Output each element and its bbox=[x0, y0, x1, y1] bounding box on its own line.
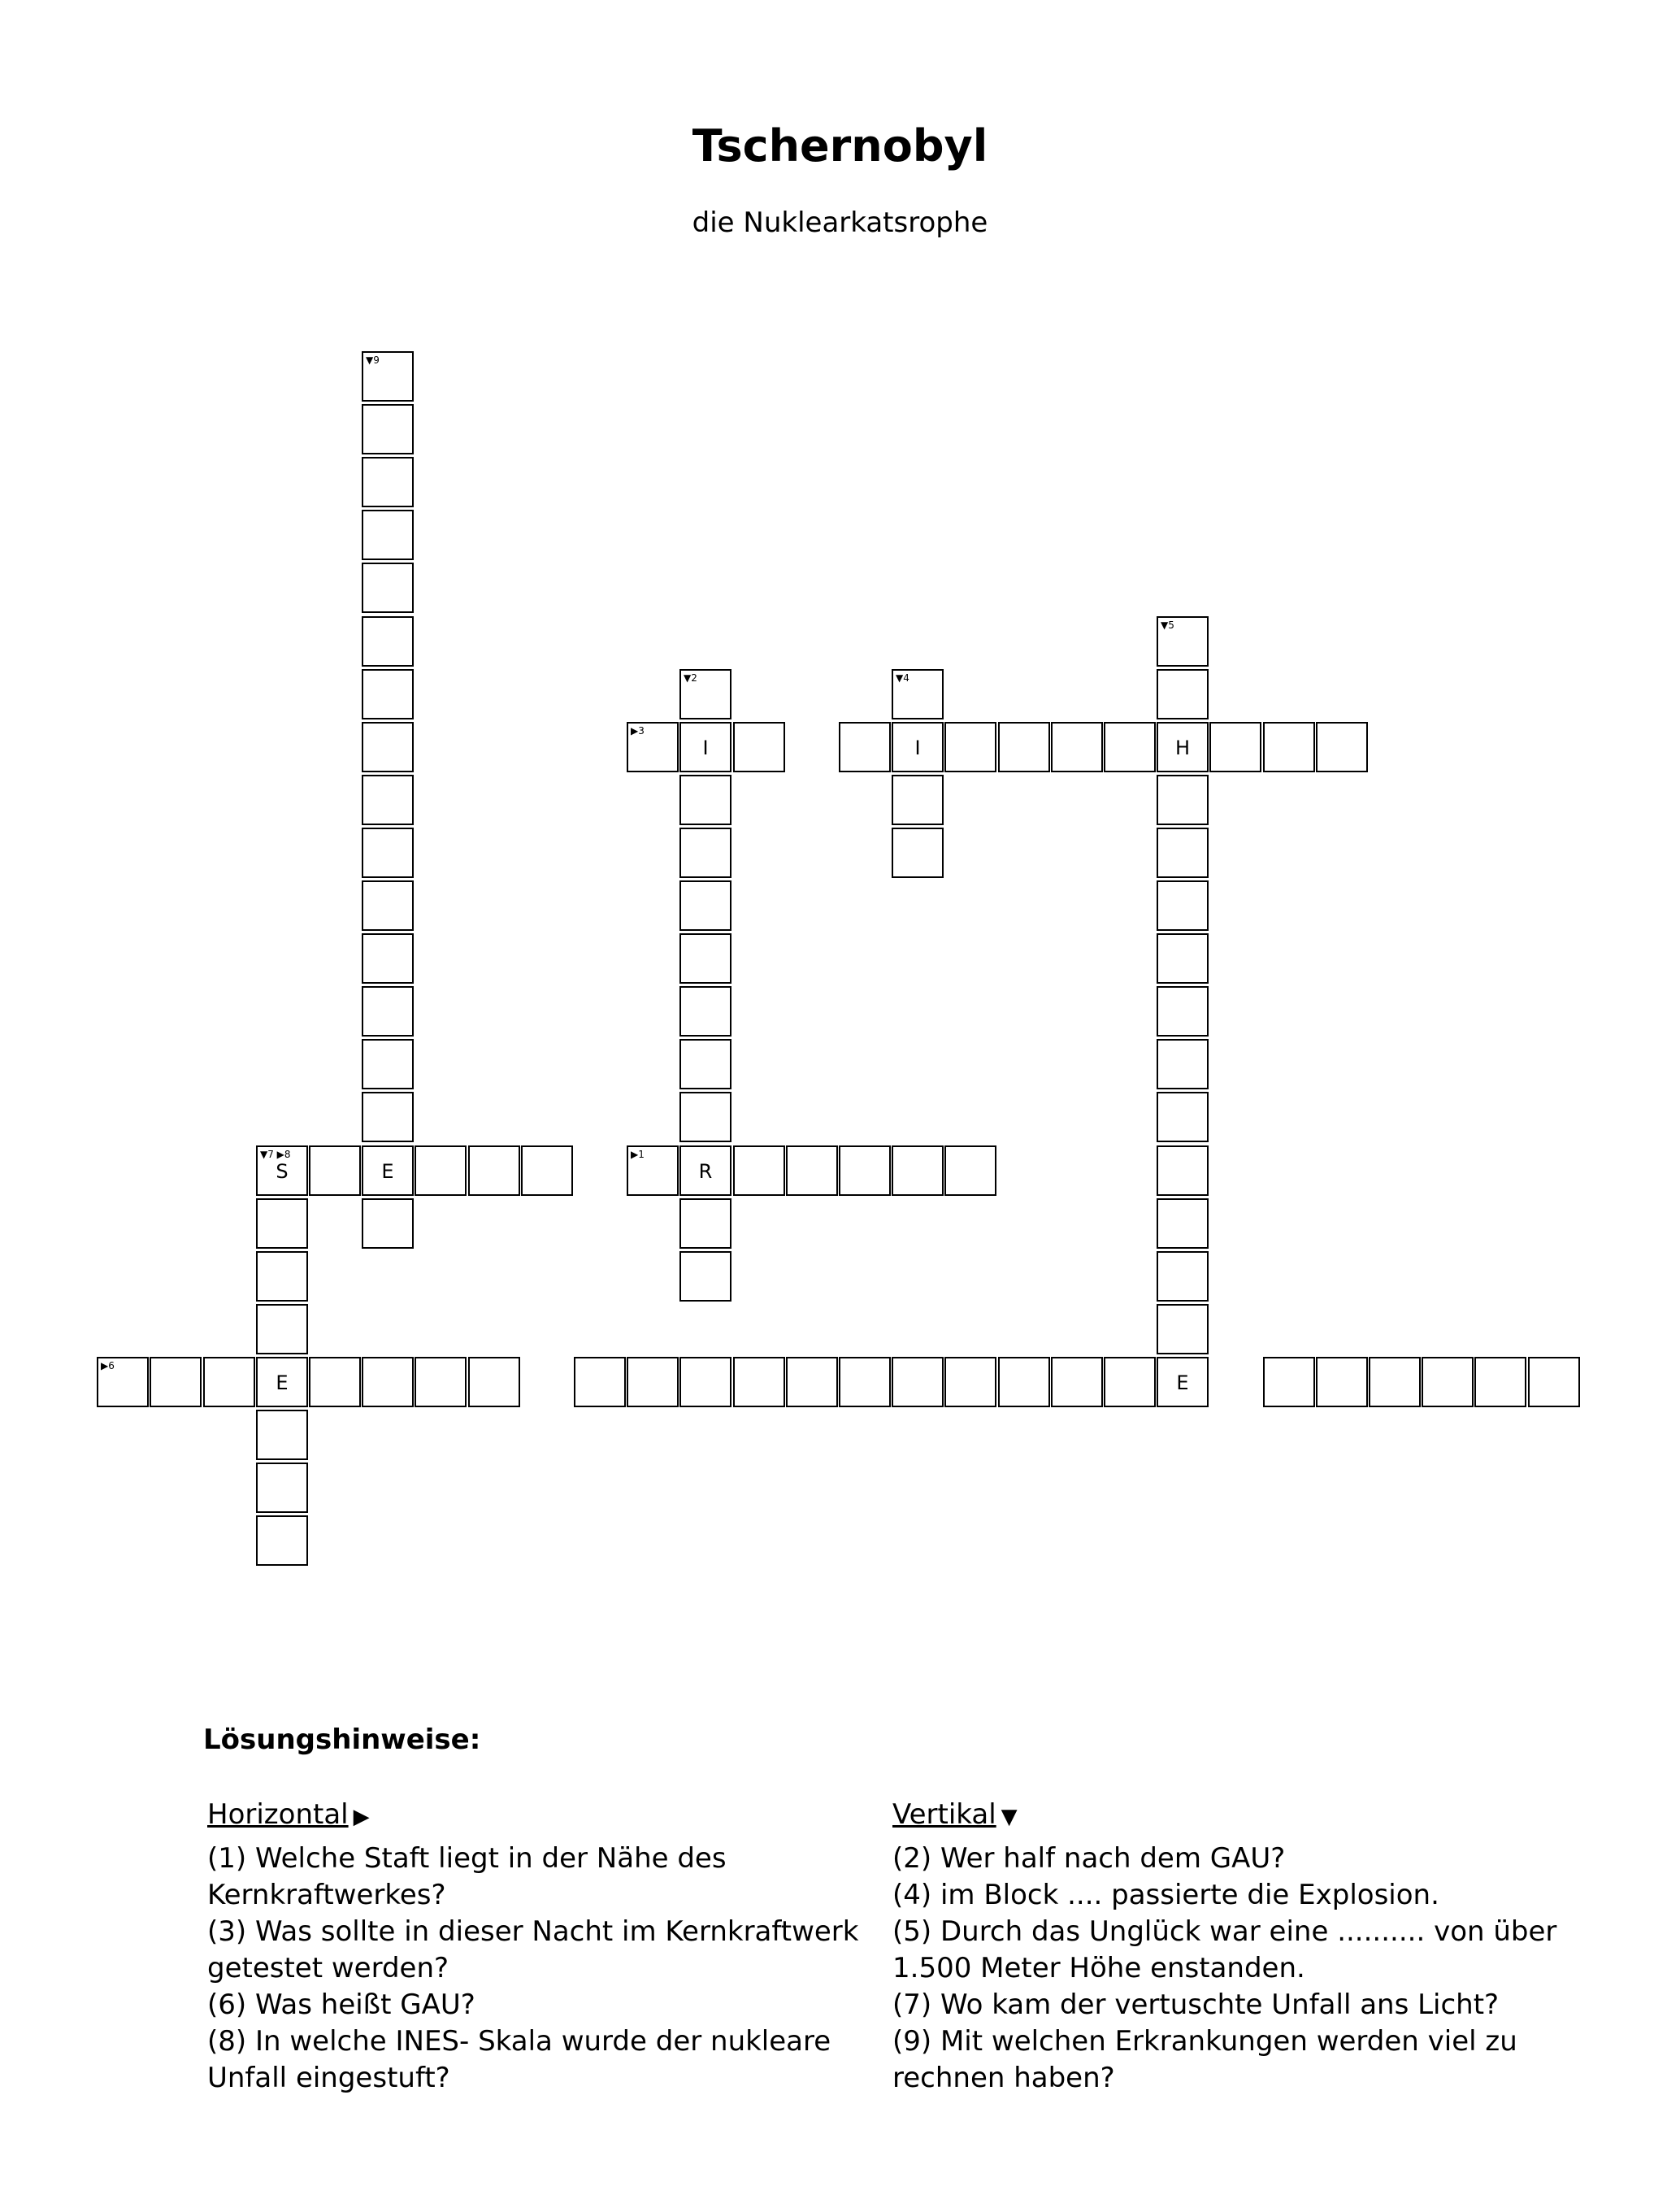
crossword-cell[interactable] bbox=[1157, 722, 1209, 772]
crossword-cell[interactable] bbox=[1316, 722, 1368, 772]
crossword-cell[interactable] bbox=[256, 1463, 308, 1513]
crossword-cell[interactable] bbox=[1316, 1357, 1368, 1407]
given-letter: R bbox=[698, 1160, 713, 1183]
crossword-cell[interactable] bbox=[679, 1145, 731, 1196]
crossword-cell[interactable] bbox=[362, 828, 414, 878]
crossword-cell[interactable] bbox=[892, 722, 944, 772]
crossword-cell[interactable] bbox=[679, 1092, 731, 1142]
crossword-cell[interactable] bbox=[362, 404, 414, 454]
clue-number: ▶6 bbox=[101, 1360, 115, 1371]
crossword-cell[interactable] bbox=[256, 1515, 308, 1566]
crossword-cell[interactable] bbox=[1104, 1357, 1156, 1407]
crossword-cell[interactable] bbox=[679, 986, 731, 1037]
crossword-cell[interactable] bbox=[1157, 1251, 1209, 1302]
crossword-cell[interactable] bbox=[362, 1145, 414, 1196]
crossword-cell[interactable] bbox=[627, 1145, 679, 1196]
crossword-cell[interactable] bbox=[679, 1357, 731, 1407]
crossword-cell[interactable] bbox=[679, 880, 731, 931]
crossword-cell[interactable] bbox=[1157, 828, 1209, 878]
crossword-cell[interactable] bbox=[97, 1357, 149, 1407]
clue-number: ▼2 bbox=[684, 672, 697, 684]
crossword-cell[interactable] bbox=[1157, 986, 1209, 1037]
clue-6: (6) Was heißt GAU? bbox=[207, 1989, 475, 2021]
crossword-cell[interactable] bbox=[627, 722, 679, 772]
crossword-cell[interactable] bbox=[256, 1198, 308, 1249]
hints-heading: Lösungshinweise: bbox=[203, 1723, 481, 1756]
crossword-cell[interactable] bbox=[1104, 722, 1156, 772]
crossword-cell[interactable] bbox=[256, 1357, 308, 1407]
crossword-cell[interactable] bbox=[733, 1357, 785, 1407]
crossword-cell[interactable] bbox=[1157, 1198, 1209, 1249]
crossword-cell[interactable] bbox=[362, 457, 414, 507]
clue-7: (7) Wo kam der vertuschte Unfall ans Licht? bbox=[892, 1989, 1500, 2021]
crossword-cell[interactable] bbox=[362, 722, 414, 772]
crossword-cell[interactable] bbox=[468, 1145, 520, 1196]
crossword-cell[interactable] bbox=[415, 1357, 467, 1407]
clue-number: ▼9 bbox=[366, 354, 380, 366]
vertical-clues bbox=[892, 1797, 1583, 2097]
crossword-cell[interactable] bbox=[679, 1039, 731, 1089]
clue-8: (8) In welche INES- Skala wurde der nukleare Unfall eingestuft? bbox=[207, 2025, 831, 2094]
crossword-cell[interactable] bbox=[1051, 1357, 1103, 1407]
given-letter: I bbox=[914, 737, 921, 759]
arrow-down-icon: ▼ bbox=[1001, 1805, 1018, 1829]
clue-number: ▶3 bbox=[631, 725, 645, 737]
crossword-cell[interactable] bbox=[1157, 1092, 1209, 1142]
crossword-cell[interactable] bbox=[1051, 722, 1103, 772]
crossword-cell[interactable] bbox=[1209, 722, 1261, 772]
crossword-cell[interactable] bbox=[362, 1198, 414, 1249]
clue-4: (4) im Block .... passierte die Explosion. bbox=[892, 1879, 1439, 1911]
vertical-label: Vertikal bbox=[892, 1798, 996, 1831]
clue-number: ▼4 bbox=[896, 672, 909, 684]
vertical-heading bbox=[892, 1797, 1583, 1836]
page-subtitle: die Nuklearkatsrophe bbox=[692, 206, 988, 239]
given-letter: E bbox=[276, 1371, 289, 1394]
crossword-cell[interactable] bbox=[362, 775, 414, 825]
clue-3: (3) Was sollte in dieser Nacht im Kernkraftwerk getestet werden? bbox=[207, 1915, 859, 1984]
clue-1: (1) Welche Staft liegt in der Nähe des Kernkraftwerkes? bbox=[207, 1842, 727, 1911]
crossword-cell[interactable] bbox=[362, 1357, 414, 1407]
clue-9: (9) Mit welchen Erkrankungen werden viel zu rechnen haben? bbox=[892, 2025, 1517, 2094]
crossword-cell[interactable] bbox=[892, 1145, 944, 1196]
crossword-cell[interactable] bbox=[679, 828, 731, 878]
clue-5: (5) Durch das Unglück war eine .......... von über 1.500 Meter Höhe enstanden. bbox=[892, 1915, 1557, 1984]
crossword-cell[interactable] bbox=[892, 669, 944, 719]
crossword-cell[interactable] bbox=[839, 1357, 891, 1407]
crossword-cell[interactable] bbox=[1422, 1357, 1474, 1407]
crossword-cell[interactable] bbox=[362, 986, 414, 1037]
crossword-cell[interactable] bbox=[1263, 722, 1315, 772]
crossword-cell[interactable] bbox=[679, 1251, 731, 1302]
crossword-cell[interactable] bbox=[362, 510, 414, 560]
crossword-cell[interactable] bbox=[733, 1145, 785, 1196]
given-letter: I bbox=[702, 737, 709, 759]
page-title: Tschernobyl bbox=[692, 120, 988, 172]
crossword-cell[interactable] bbox=[521, 1145, 573, 1196]
given-letter: E bbox=[381, 1160, 394, 1183]
crossword-cell[interactable] bbox=[1157, 616, 1209, 667]
horizontal-clues bbox=[207, 1797, 898, 2097]
crossword-cell[interactable] bbox=[892, 775, 944, 825]
crossword-cell[interactable] bbox=[1474, 1357, 1526, 1407]
crossword-cell[interactable] bbox=[998, 1357, 1050, 1407]
crossword-cell[interactable] bbox=[679, 722, 731, 772]
crossword-cell[interactable] bbox=[839, 1145, 891, 1196]
crossword-cell[interactable] bbox=[786, 1145, 838, 1196]
clue-number: ▼7 ▶8 bbox=[260, 1149, 291, 1160]
crossword-cell[interactable] bbox=[362, 880, 414, 931]
crossword-cell[interactable] bbox=[256, 1410, 308, 1460]
crossword-cell[interactable] bbox=[679, 669, 731, 719]
crossword-cell[interactable] bbox=[362, 1092, 414, 1142]
crossword-cell[interactable] bbox=[1157, 1357, 1209, 1407]
crossword-cell[interactable] bbox=[362, 1039, 414, 1089]
crossword-cell[interactable] bbox=[1263, 1357, 1315, 1407]
crossword-cell[interactable] bbox=[362, 616, 414, 667]
crossword-cell[interactable] bbox=[415, 1145, 467, 1196]
crossword-cell[interactable] bbox=[1157, 1039, 1209, 1089]
crossword-cell[interactable] bbox=[1157, 1145, 1209, 1196]
crossword-cell[interactable] bbox=[150, 1357, 202, 1407]
crossword-cell[interactable] bbox=[309, 1357, 361, 1407]
crossword-cell[interactable] bbox=[1157, 669, 1209, 719]
crossword-cell[interactable] bbox=[839, 722, 891, 772]
crossword-cell[interactable] bbox=[944, 722, 996, 772]
horizontal-label: Horizontal bbox=[207, 1798, 349, 1831]
crossword-cell[interactable] bbox=[892, 828, 944, 878]
crossword-cell[interactable] bbox=[944, 1145, 996, 1196]
crossword-cell[interactable] bbox=[256, 1251, 308, 1302]
crossword-cell[interactable] bbox=[362, 933, 414, 984]
crossword-cell[interactable] bbox=[1157, 775, 1209, 825]
crossword-cell[interactable] bbox=[362, 563, 414, 613]
clue-2: (2) Wer half nach dem GAU? bbox=[892, 1842, 1286, 1875]
crossword-cell[interactable] bbox=[679, 775, 731, 825]
crossword-cell[interactable] bbox=[203, 1357, 255, 1407]
crossword-cell[interactable] bbox=[256, 1145, 308, 1196]
given-letter: S bbox=[276, 1160, 289, 1183]
crossword-cell[interactable] bbox=[998, 722, 1050, 772]
crossword-cell[interactable] bbox=[679, 1198, 731, 1249]
crossword-cell[interactable] bbox=[1528, 1357, 1580, 1407]
crossword-cell[interactable] bbox=[362, 351, 414, 402]
crossword-cell[interactable] bbox=[1157, 1304, 1209, 1354]
crossword-cell[interactable] bbox=[468, 1357, 520, 1407]
crossword-cell[interactable] bbox=[574, 1357, 626, 1407]
given-letter: E bbox=[1176, 1371, 1189, 1394]
crossword-cell[interactable] bbox=[1369, 1357, 1421, 1407]
crossword-cell[interactable] bbox=[1157, 933, 1209, 984]
crossword-cell[interactable] bbox=[786, 1357, 838, 1407]
crossword-cell[interactable] bbox=[309, 1145, 361, 1196]
crossword-cell[interactable] bbox=[256, 1304, 308, 1354]
arrow-right-icon: ▶ bbox=[353, 1805, 370, 1829]
crossword-cell[interactable] bbox=[944, 1357, 996, 1407]
crossword-cell[interactable] bbox=[679, 933, 731, 984]
clue-number: ▶1 bbox=[631, 1149, 645, 1160]
crossword-cell[interactable] bbox=[362, 669, 414, 719]
crossword-cell[interactable] bbox=[892, 1357, 944, 1407]
given-letter: H bbox=[1174, 737, 1191, 759]
crossword-cell[interactable] bbox=[627, 1357, 679, 1407]
crossword-cell[interactable] bbox=[1157, 880, 1209, 931]
crossword-cell[interactable] bbox=[733, 722, 785, 772]
clue-number: ▼5 bbox=[1161, 619, 1174, 631]
horizontal-heading bbox=[207, 1797, 898, 1836]
